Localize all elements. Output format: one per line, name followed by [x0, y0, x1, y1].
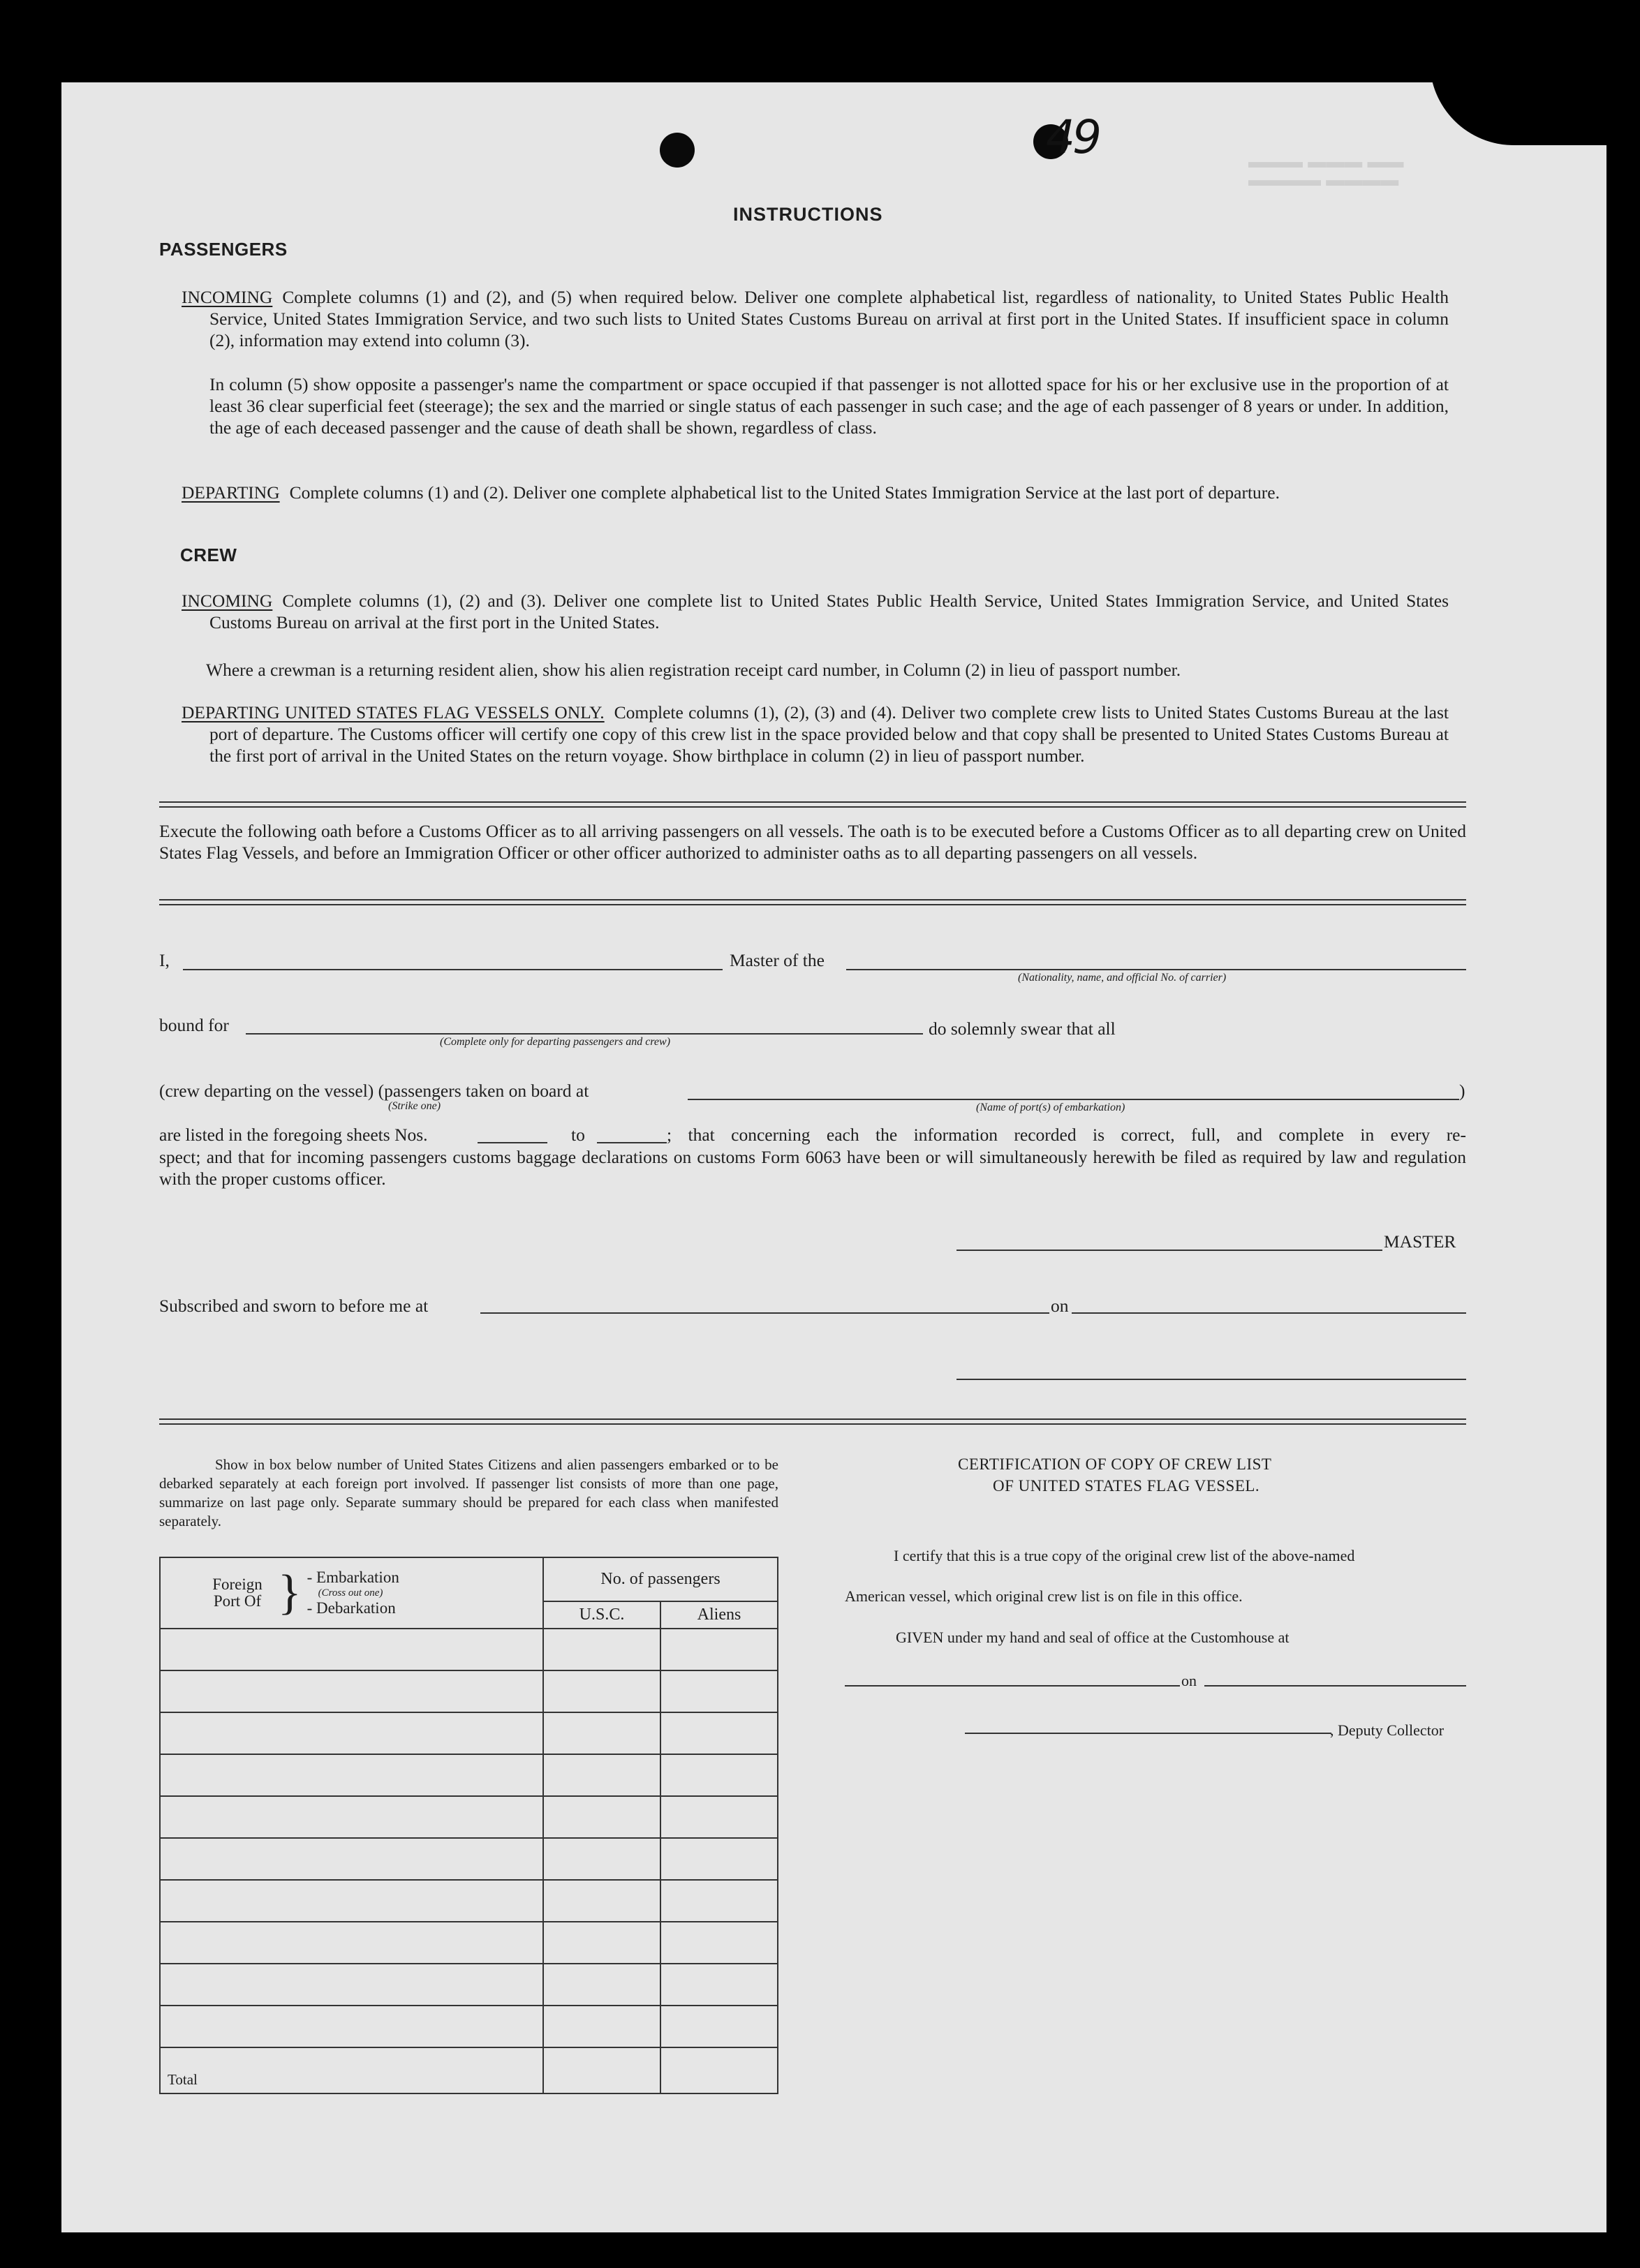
- crew-incoming-text: Complete columns (1), (2) and (3). Deliver one complete list to United States Public Health Service, United States Immigration Service, and United States Customs Bureau on arrival at the first port in the United States.: [209, 591, 1449, 632]
- foreign-port-header: [160, 1557, 543, 1629]
- master-of-the-label: Master of the: [730, 950, 825, 970]
- torn-corner: [1430, 82, 1606, 145]
- subscribed-date-field[interactable]: [1072, 1312, 1466, 1314]
- sheet-to-field[interactable]: [597, 1142, 667, 1143]
- total-label: Total: [160, 2047, 543, 2093]
- passengers-incoming-paragraph: [182, 286, 1449, 351]
- usc-cell[interactable]: [543, 1838, 660, 1880]
- table-row: [160, 1754, 778, 1796]
- deputy-collector-label: , Deputy Collector: [1330, 1721, 1445, 1739]
- table-row: [160, 1796, 778, 1838]
- port-cell[interactable]: [160, 1964, 543, 2006]
- summary-instruction: Show in box below number of United States Citizens and alien passengers embarked or to be debarked separately at each foreign port involved. If passenger list consists of more than one page, summarize on last page only. Separate summary should be prepared for each class when manifested separately.: [159, 1456, 778, 1529]
- table-row: [160, 2006, 778, 2047]
- passengers-incoming-text: Complete columns (1) and (2), and (5) when required below. Deliver one complete alphabetical list, regardless of nationality, to United States Public Health Service, United States Immigration Service, and two such lists to United States Customs Bureau on arrival at first port in the United States. If insufficient space in column (2), information may extend into column (3).: [209, 287, 1449, 350]
- oath-instruction: Execute the following oath before a Customs Officer as to all arriving passengers on all vessels. The oath is to be executed before a Customs Officer as to all departing crew on United States Flag Vessels, and before an Immigration Officer or other officer authorized to administer oaths as to all departing passengers on all vessels.: [159, 821, 1466, 863]
- crew-departing-text: Complete columns (1), (2), (3) and (4). Deliver two complete crew lists to United States Customs Bureau at the last port of departure. The Customs officer will certify one copy of this crew list in the space provided below and that copy shall be presented to United States Customs Bureau at the first port of arrival in the United States on the return voyage. Show birthplace in column (2) in lieu of passport number.: [209, 702, 1449, 766]
- bleed-through-text: ▬▬▬ ▬▬▬ ▬▬ ▬▬▬▬ ▬▬▬▬: [1248, 151, 1404, 190]
- table-row: [160, 1922, 778, 1964]
- carrier-hint: (Nationality, name, and official No. of carrier): [1018, 972, 1227, 984]
- port-cell[interactable]: [160, 2006, 543, 2047]
- crew-incoming-lead: INCOMING: [182, 591, 273, 611]
- aliens-header: Aliens: [660, 1601, 778, 1629]
- aliens-cell[interactable]: [660, 1670, 778, 1712]
- table-header-row: [160, 1557, 778, 1601]
- listed-respect-paragraph: spect; and that for incoming passengers customs baggage declarations on customs Form 6063 have been or will simultaneously herewith be filed as required by law and regulation with the proper customs officer.: [159, 1147, 1466, 1189]
- usc-cell[interactable]: [543, 1670, 660, 1712]
- passengers-departing-lead: DEPARTING: [182, 482, 280, 503]
- subscribed-label: Subscribed and sworn to before me at: [159, 1296, 429, 1316]
- usc-cell[interactable]: [543, 1922, 660, 1964]
- total-row: [160, 2047, 778, 2093]
- column5-paragraph: In column (5) show opposite a passenger's name the compartment or space occupied if that passenger is not allotted space for his or her exclusive use in the proportion of at least 36 clear superficial feet (steerage); the sex and the married or single status of each passenger in such case; and the age of each passenger of 8 years or under. In addition, the age of each deceased passenger and the cause of death shall be shown, regardless of class.: [209, 374, 1449, 438]
- port-hint: (Name of port(s) of embarkation): [976, 1102, 1125, 1113]
- port-cell[interactable]: [160, 1922, 543, 1964]
- aliens-cell[interactable]: [660, 1964, 778, 2006]
- usc-cell[interactable]: [543, 1964, 660, 2006]
- aliens-cell[interactable]: [660, 1838, 778, 1880]
- oath-i-label: I,: [159, 950, 170, 970]
- strike-one-hint: (Strike one): [388, 1100, 441, 1112]
- port-cell[interactable]: [160, 1670, 543, 1712]
- american-vessel-text: American vessel, which original crew list is on file in this office.: [845, 1587, 1243, 1605]
- port-cell[interactable]: [160, 1754, 543, 1796]
- certification-date-field[interactable]: [1204, 1685, 1466, 1687]
- crew-departing-paragraph: [182, 702, 1449, 766]
- usc-cell[interactable]: [543, 1880, 660, 1922]
- aliens-cell[interactable]: [660, 1629, 778, 1670]
- port-cell[interactable]: [160, 1880, 543, 1922]
- listed-correct-label: ; that concerning each the information recorded is correct, full, and complete in every re-: [667, 1125, 1466, 1145]
- brace: }: [278, 1566, 302, 1620]
- embarkation-label: - Embarkation: [306, 1569, 399, 1586]
- subscribed-place-field[interactable]: [480, 1312, 1049, 1314]
- passengers-departing-text: Complete columns (1) and (2). Deliver one complete alphabetical list to the United States Immigration Service at the last port of departure.: [289, 482, 1280, 503]
- crew-departing-label: (crew departing on the vessel) (passengers taken on board at: [159, 1081, 589, 1101]
- table-row: [160, 1712, 778, 1754]
- aliens-cell[interactable]: [660, 1712, 778, 1754]
- table-row: [160, 1964, 778, 2006]
- section-divider: [159, 1418, 1466, 1425]
- crew-resident-paragraph: Where a crewman is a returning resident alien, show his alien registration receipt card number, in Column (2) in lieu of passport number.: [206, 660, 1181, 680]
- table-row: [160, 1670, 778, 1712]
- bound-for-field[interactable]: [246, 1033, 923, 1035]
- passengers-incoming-lead: INCOMING: [182, 287, 273, 307]
- table-row: [160, 1838, 778, 1880]
- usc-cell[interactable]: [543, 1712, 660, 1754]
- certification-on-label: on: [1181, 1672, 1197, 1689]
- close-paren: ): [1459, 1081, 1465, 1101]
- aliens-cell[interactable]: [660, 2006, 778, 2047]
- usc-cell[interactable]: [543, 1754, 660, 1796]
- section-divider: [159, 801, 1466, 808]
- given-text: GIVEN under my hand and seal of office at the Customhouse at: [896, 1629, 1290, 1646]
- certification-title-line1: CERTIFICATION OF COPY OF CREW LIST: [958, 1455, 1272, 1473]
- passenger-summary-table: [159, 1557, 778, 2094]
- port-cell[interactable]: [160, 1796, 543, 1838]
- certify-text: I certify that this is a true copy of the original crew list of the above-named: [894, 1547, 1355, 1564]
- master-name-field[interactable]: [183, 969, 723, 970]
- punch-hole: [660, 133, 695, 168]
- aliens-cell[interactable]: [660, 1754, 778, 1796]
- certification-title-line2: OF UNITED STATES FLAG VESSEL.: [993, 1477, 1260, 1495]
- usc-cell[interactable]: [543, 1629, 660, 1670]
- debarkation-label: - Debarkation: [306, 1599, 396, 1617]
- foreign-port-label: Foreign Port Of: [212, 1576, 263, 1610]
- sheet-from-field[interactable]: [478, 1142, 547, 1143]
- deputy-signature-field[interactable]: [965, 1733, 1331, 1734]
- subscribed-on-label: on: [1051, 1296, 1069, 1316]
- passengers-heading: PASSENGERS: [159, 239, 288, 260]
- customhouse-field[interactable]: [845, 1685, 1180, 1687]
- table-row: [160, 1629, 778, 1670]
- total-usc-cell[interactable]: [543, 2047, 660, 2093]
- listed-sheets-label: are listed in the foregoing sheets Nos.: [159, 1125, 428, 1145]
- table-row: [160, 1880, 778, 1922]
- aliens-cell[interactable]: [660, 1922, 778, 1964]
- officer-signature-field[interactable]: [956, 1379, 1466, 1380]
- cross-out-hint: (Cross out one): [318, 1587, 383, 1599]
- section-divider: [159, 899, 1466, 905]
- to-label: to: [571, 1125, 585, 1145]
- total-aliens-cell[interactable]: [660, 2047, 778, 2093]
- carrier-field[interactable]: [846, 969, 1466, 970]
- passengers-departing-paragraph: [182, 482, 1449, 503]
- no-of-passengers-header: No. of passengers: [543, 1557, 778, 1601]
- bound-for-hint: (Complete only for departing passengers and crew): [440, 1036, 671, 1048]
- aliens-cell[interactable]: [660, 1880, 778, 1922]
- master-signature-field[interactable]: [956, 1250, 1382, 1251]
- handwritten-page-number: 49: [1046, 110, 1099, 164]
- crew-heading: CREW: [180, 544, 237, 565]
- swear-label: do solemnly swear that all: [929, 1018, 1116, 1039]
- usc-cell[interactable]: [543, 1796, 660, 1838]
- port-cell[interactable]: [160, 1838, 543, 1880]
- usc-header: U.S.C.: [543, 1601, 660, 1629]
- crew-incoming-paragraph: [182, 590, 1449, 633]
- bound-for-label: bound for: [159, 1015, 229, 1035]
- port-cell[interactable]: [160, 1629, 543, 1670]
- crew-departing-lead: DEPARTING UNITED STATES FLAG VESSELS ONLY.: [182, 702, 605, 722]
- aliens-cell[interactable]: [660, 1796, 778, 1838]
- port-cell[interactable]: [160, 1712, 543, 1754]
- usc-cell[interactable]: [543, 2006, 660, 2047]
- embarkation-port-field[interactable]: [688, 1099, 1459, 1100]
- instructions-title: INSTRUCTIONS: [733, 204, 883, 225]
- master-label: MASTER: [1384, 1231, 1456, 1252]
